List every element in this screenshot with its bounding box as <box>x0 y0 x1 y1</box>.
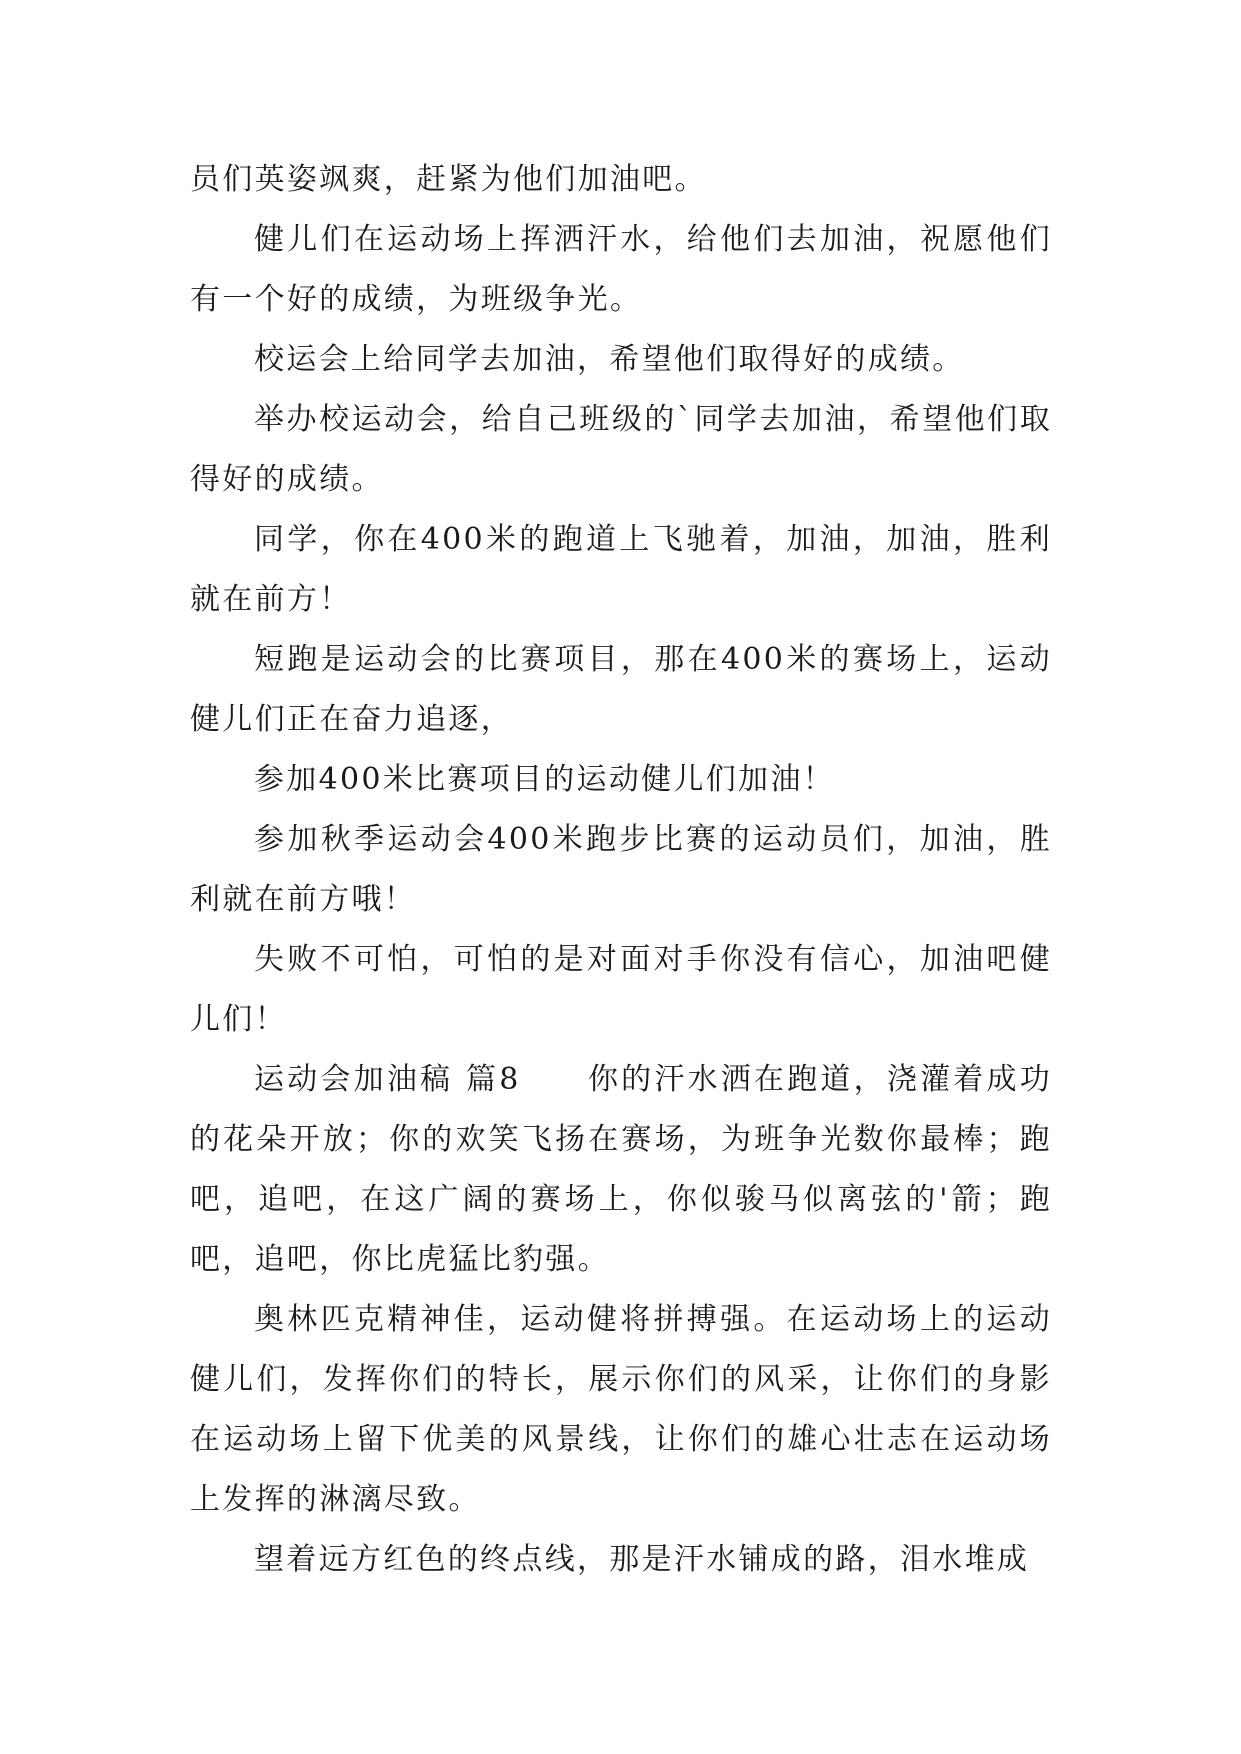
paragraph: 校运会上给同学去加油，希望他们取得好的成绩。 <box>254 342 965 377</box>
paragraph: 奥林匹克精神佳，运动健将拼搏强。在运动场上的运动健儿们，发挥你们的特长，展示你们的风采，让你们的身影在运动场上留下优美的风景线，让你们的雄心壮志在运动场上发挥的淋漓尽致。 <box>190 1302 1052 1517</box>
paragraph: 参加400米比赛项目的运动健儿们加油！ <box>254 762 835 797</box>
paragraph-continued: 员们英姿飒爽，赶紧为他们加油吧。 <box>190 162 707 197</box>
paragraph: 失败不可怕，可怕的是对面对手你没有信心，加油吧健儿们！ <box>190 942 1052 1037</box>
paragraph: 参加秋季运动会400米跑步比赛的运动员们，加油，胜利就在前方哦！ <box>190 822 1052 917</box>
paragraph: 健儿们在运动场上挥洒汗水，给他们去加油，祝愿他们有一个好的成绩，为班级争光。 <box>190 222 1052 317</box>
paragraph: 举办校运动会，给自己班级的`同学去加油，希望他们取得好的成绩。 <box>190 402 1052 497</box>
paragraph: 同学，你在400米的跑道上飞驰着，加油，加油，胜利就在前方！ <box>190 522 1052 617</box>
paragraph: 短跑是运动会的比赛项目，那在400米的赛场上，运动健儿们正在奋力追逐， <box>190 642 1052 737</box>
document-body <box>190 150 1052 1590</box>
paragraph: 运动会加油稿 篇8 你的汗水洒在跑道，浇灌着成功的花朵开放；你的欢笑飞扬在赛场，为班争光数你最棒；跑吧，追吧，在这广阔的赛场上，你似骏马似离弦的'箭；跑吧，追吧，你比虎猛比豹强。 <box>190 1062 1052 1277</box>
paragraph: 望着远方红色的终点线，那是汗水铺成的路，泪水堆成 <box>254 1542 1030 1577</box>
